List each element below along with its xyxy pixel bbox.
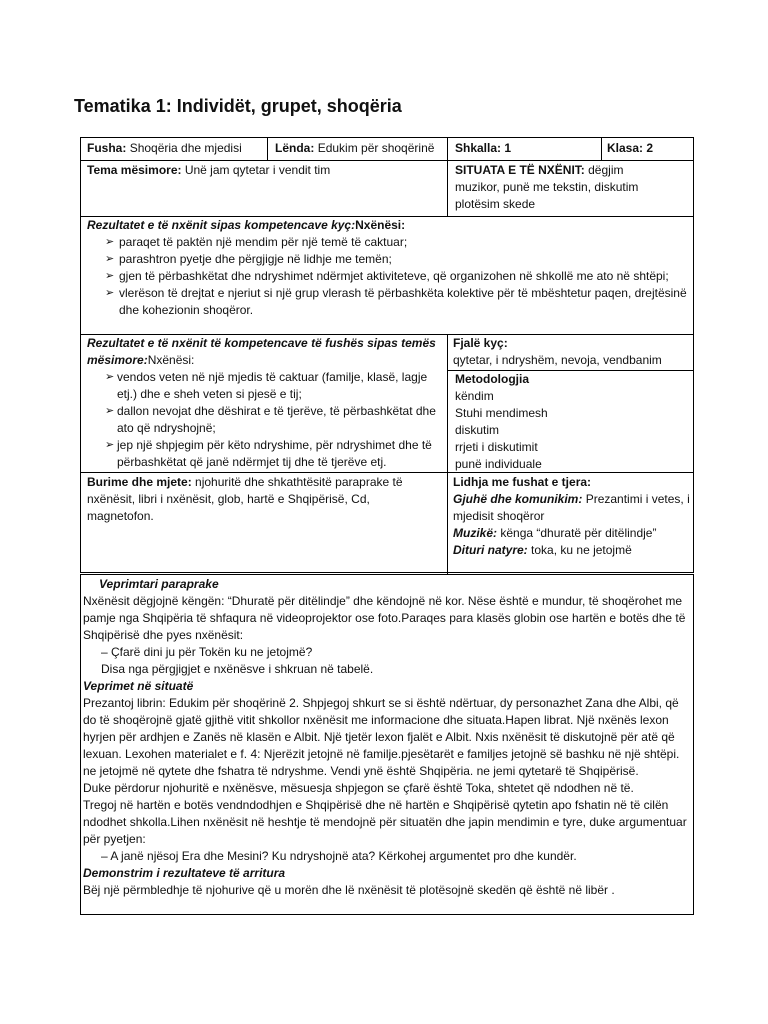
fusha-label: Fusha: [87, 141, 127, 155]
kyc-heading: Rezultatet e të nxënit sipas kompetencave kyç: [87, 218, 356, 232]
klasa-label: Klasa: 2 [607, 141, 654, 155]
paragraph: Bëj një përmbledhje të njohurive që u morën dhe lë nxënësit të plotësojnë skedën që është në libër . [83, 883, 615, 897]
paragraph: Nxënësit dëgjojnë këngën: “Dhuratë për ditëlindje” dhe këndojnë në kor. Nëse është e mundur, të shoqërohet me pamje nga Shqipëria të shfaqura në videoprojektor ose foto.Paraqes para klasës globin ose hartën e botës dhe të Shqipërisë dhe pyes nxënësit: [83, 594, 686, 642]
dituri-value: toka, ku ne jetojmë [531, 543, 632, 557]
burime-label: Burime dhe mjete: [87, 475, 192, 489]
list-item: ➢ gjen të përbashkëtat dhe ndryshimet ndërmjet aktiviteteve, që organizohen në shkollë me ato në shtëpi; [87, 268, 687, 285]
paragraph: Tregoj në hartën e botës vendndodhjen e Shqipërisë dhe në hartën e Shqipërisë qytetin apo fshatin në të cilën ndodhet shkolla.Lihen nxënësit në heshtje të mendojnë për situatën dhe japin mendimin e tyre, duke argumentuar për pyetjen: [83, 798, 687, 846]
page-title: Tematika 1: Individët, grupet, shoqëria [74, 96, 402, 116]
kyc-cell [87, 217, 687, 319]
metodologjia-item: këndim [455, 389, 494, 403]
section-heading: Veprimet në situatë [83, 679, 194, 693]
lidhja-label: Lidhja me fushat e tjera: [453, 475, 592, 489]
dituri-label: Dituri natyre: [453, 543, 528, 557]
tema-label: Tema mësimore: [87, 163, 182, 177]
shkalla-label: Shkalla: 1 [455, 141, 512, 155]
fusha-rez-list [87, 369, 441, 471]
lesson-content [83, 576, 691, 899]
section-heading: Veprimtari paraprake [99, 577, 219, 591]
list-item: ➢ vlerëson të drejtat e njeriut si një grup vlerash të përbashkëta kolektive për të mbështetur paqen, drejtësinë dhe kohezionin shoqëror. [87, 285, 687, 319]
muzike-label: Muzikë: [453, 526, 498, 540]
question: – A janë njësoj Era dhe Mesini? Ku ndryshojnë ata? Kërkohej argumentet pro dhe kundër. [101, 849, 577, 863]
klasa-cell [607, 140, 691, 157]
list-item: ➢ parashtron pyetje dhe përgjigje në lidhje me temën; [87, 251, 687, 268]
fusha-value: Shoqëria dhe mjedisi [129, 141, 242, 155]
fjale-value: qytetar, i ndryshëm, nevoja, vendbanim [453, 353, 662, 367]
tema-cell [87, 162, 442, 179]
list-item: ➢ paraqet të paktën një mendim për një temë të caktuar; [87, 234, 687, 251]
section-heading: Demonstrim i rezultateve të arritura [83, 866, 286, 880]
metodologjia-cell [455, 371, 689, 473]
list-item: ➢ dallon nevojat dhe dëshirat e të tjerëve, të përbashkëtat dhe ato që ndryshojnë; [87, 403, 441, 437]
lidhja-cell [453, 474, 691, 559]
burime-cell [87, 474, 439, 525]
list-item: ➢ jep një shpjegim për këto ndryshime, për ndryshimet dhe të përbashkëtat që janë ndërmjet tij dhe të tjerëve etj. [87, 437, 441, 471]
gjuhe-label: Gjuhë dhe komunikim: [453, 492, 583, 506]
situata-cell [455, 162, 655, 213]
metodologjia-label: Metodologjia [455, 372, 529, 386]
fjale-kyc-cell [453, 335, 689, 369]
lenda-cell [275, 140, 455, 157]
lesson-plan-table [80, 137, 694, 573]
list-item: ➢ vendos veten në një mjedis të caktuar (familje, klasë, lagje etj.) dhe e sheh veten si pjesë e tij; [87, 369, 441, 403]
fusha-rezultate-cell [87, 335, 441, 471]
metodologjia-item: punë individuale [455, 457, 542, 471]
fjale-label: Fjalë kyç: [453, 336, 508, 350]
situata-value: dëgjim muzikor, punë me tekstin, diskutim plotësim skede [455, 163, 639, 211]
metodologjia-item: rrjeti i diskutimit [455, 440, 538, 454]
situata-label: SITUATA E TË NXËNIT: [455, 163, 585, 177]
burime-value: njohuritë dhe shkathtësitë paraprake të nxënësit, libri i nxënësit, glob, hartë e Shqipërisë, Cd, magnetofon. [87, 475, 403, 523]
kyc-heading-tail: Nxënësi: [355, 218, 406, 232]
fusha-rez-heading: Rezultatet e të nxënit të kompetencave të fushës sipas temës mësimore: [87, 336, 436, 367]
question: – Çfarë dini ju për Tokën ku ne jetojmë? [101, 645, 313, 659]
shkalla-cell [455, 140, 595, 157]
kyc-list [87, 234, 687, 319]
paragraph: Disa nga përgjigjet e nxënësve i shkruan në tabelë. [101, 662, 374, 676]
lenda-value: Edukim për shoqërinë [317, 141, 435, 155]
lesson-steps-box [80, 574, 694, 915]
paragraph: Duke përdorur njohuritë e nxënësve, mësuesja shpjegon se çfarë është Toka, shtetet që ndodhen në të. [83, 781, 634, 795]
tema-value: Unë jam qytetar i vendit tim [184, 163, 331, 177]
fusha-rez-heading-tail: Nxënësi: [147, 353, 195, 367]
muzike-value: kënga “dhuratë për ditëlindje” [500, 526, 657, 540]
gjuhe-value: Prezantimi i vetes, i mjedisit shoqëror [453, 492, 690, 523]
paragraph: Prezantoj librin: Edukim për shoqërinë 2. Shpjegoj shkurt se si është ndërtuar, dy personazhet Zana dhe Albi, që do të shoqërojnë gjatë gjithë vitit shkollor nxënësit me informacione dhe situata.Hapen librat. Një nxënës lexon hyrjen për ardhjen e Zanës në klasën e Albit. Një tjetër lexon fjalët e Albit. Nxis nxënësit të diskutojnë për atë që lexuan. Lexohen materialet e f. 4: Njerëzit jetojnë në familje.pjesëtarët e familjes jetojnë së bashku në një shtëpi. ne jetojmë në qytete dhe fshatra të ndryshme. Vendi ynë është Shqipëria. ne jemi qytetarë të Shqipërisë. [83, 696, 680, 778]
lenda-label: Lënda: [275, 141, 315, 155]
fusha-cell [87, 140, 267, 157]
metodologjia-item: Stuhi mendimesh [455, 406, 548, 420]
metodologjia-item: diskutim [455, 423, 500, 437]
